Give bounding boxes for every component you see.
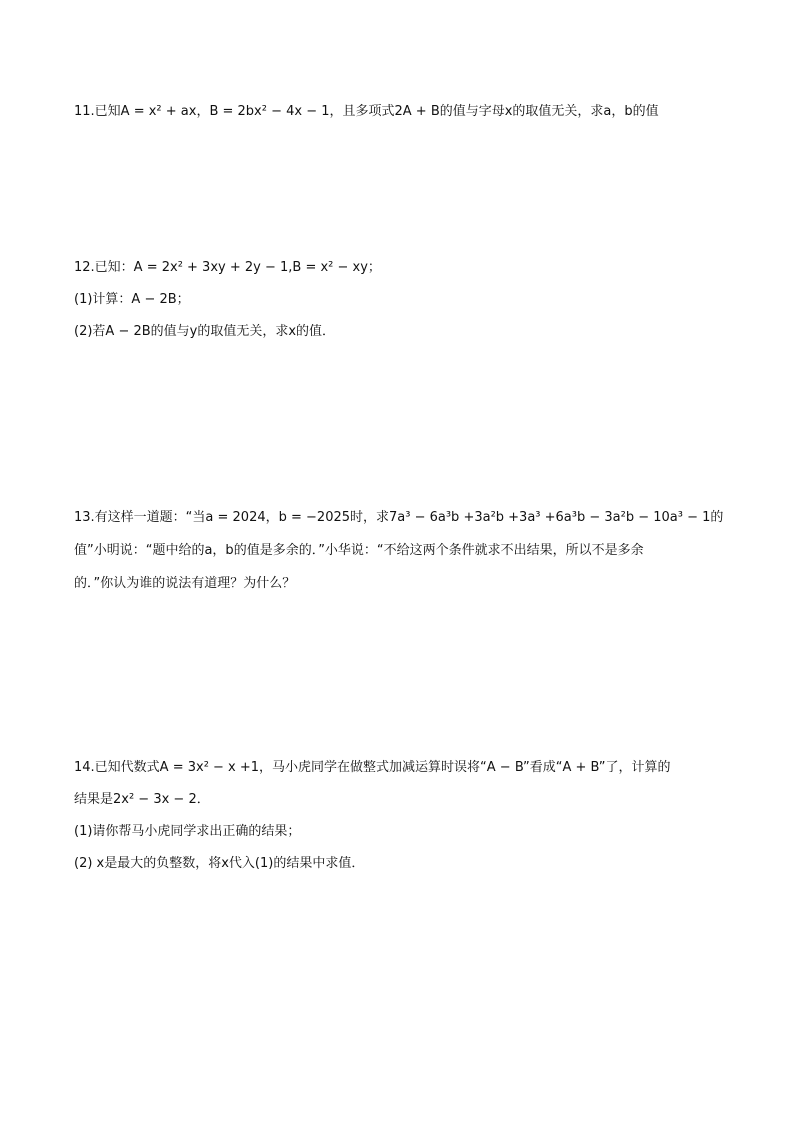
question-14-line-1: 14.已知代数式A = 3x² − x +1，马小虎同学在做整式加减运算时误将“A − B”看成“A + B”了，计算的 <box>74 760 671 775</box>
question-13-line-3: 的．”你认为谁的说法有道理？为什么？ <box>74 576 296 591</box>
question-14-part-2: (2) x是最大的负整数，将x代入(1)的结果中求值． <box>74 856 365 871</box>
question-13-line-2: 值”小明说：“题中给的a，b的值是多余的．”小华说：“不给这两个条件就求不出结果，所以不是多余 <box>74 543 644 558</box>
question-14-part-1: (1)请你帮马小虎同学求出正确的结果； <box>74 824 301 839</box>
question-12-part-2: (2)若A − 2B的值与y的取值无关，求x的值． <box>74 324 336 339</box>
question-12-stem: 12.已知：A = 2x² + 3xy + 2y − 1,B = x² − xy； <box>74 260 381 275</box>
question-12-part-1: (1)计算：A − 2B； <box>74 292 190 307</box>
question-14-line-2: 结果是2x² − 3x − 2． <box>74 792 210 807</box>
question-11: 11.已知A = x² + ax，B = 2bx² − 4x − 1，且多项式2A + B的值与字母x的取值无关，求a，b的值 <box>74 104 659 119</box>
question-13-line-1: 13.有这样一道题：“当a = 2024，b = −2025时，求7a³ − 6a³b +3a²b +3a³ +6a³b − 3a²b − 10a³ − 1的 <box>74 510 724 525</box>
